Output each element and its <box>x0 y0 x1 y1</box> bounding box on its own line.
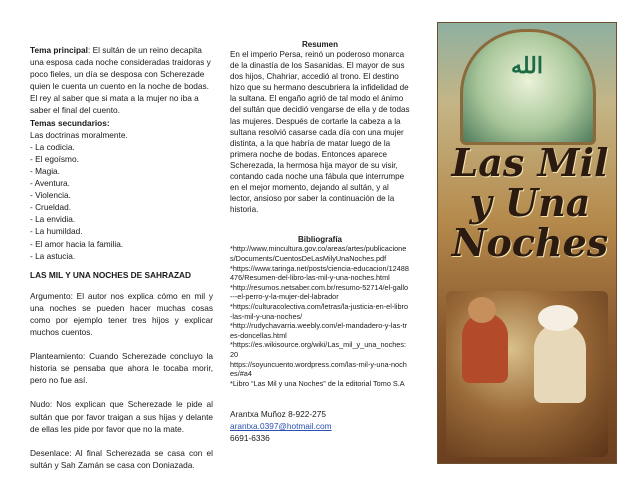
desenlace-paragraph: Desenlace: Al final Scherezada se casa con el sultán y Sah Zamán se casa con Doniazada. <box>30 447 213 470</box>
temas-list <box>30 129 213 262</box>
bibliografia-entry[interactable]: *http://rudychavarria.weebly.com/el-mandadero-y-las-tres-doncellas.html <box>230 321 408 340</box>
cover-title-line: Las Mil <box>451 140 609 185</box>
tema-item: - La codicia. <box>30 141 75 152</box>
tema-item: - La humildad. <box>30 226 83 237</box>
bibliografia-entry[interactable]: *http://resumos.netsaber.com.br/resumo-52714/el-gallo---el-perro-y-la-mujer-del-labrador <box>230 282 409 302</box>
arch-window <box>460 29 596 145</box>
tema-item: Las doctrinas moralmente. <box>30 129 128 140</box>
bibliografia-entry[interactable]: *https://www.taringa.net/posts/ciencia-educacion/12488476/Resumen-del-libro-las-mil-y-una-noches.html <box>230 263 409 283</box>
tema-principal-label: Tema principal <box>30 45 88 55</box>
tema-item: - Magia. <box>30 165 60 176</box>
tema-item: - Violencia. <box>30 190 71 201</box>
bibliografia-list <box>230 244 410 388</box>
resumen-title: Resumen <box>301 40 338 49</box>
bibliografia-entry[interactable]: *Libro “Las Mil y una Noches” de la editorial Tomo S.A <box>230 378 405 388</box>
middle-column <box>230 40 410 493</box>
cover-panel <box>437 22 615 462</box>
tema-item: - La envidia. <box>30 214 76 225</box>
bibliografia-entry[interactable]: *https://culturacolectiva.com/letras/la-justicia-en-el-libro-las-mil-y-una-noches/ <box>230 301 409 321</box>
tema-item: - El amor hacia la familia. <box>30 238 124 249</box>
figure-woman <box>462 313 508 383</box>
tema-item: - Aventura. <box>30 178 70 189</box>
tema-item: - Crueldad. <box>30 202 72 213</box>
nudo-paragraph: Nudo: Nos explican que Scherezade le pide al sultán que por favor traigan a sus hijas y delante de ellas les pide por favor que no la mate. <box>30 399 213 434</box>
author-name: Arantxa Muñoz 8-922-275 <box>230 409 326 419</box>
cover-title <box>450 140 610 265</box>
tema-principal <box>30 44 213 117</box>
tema-item: - El egoísmo. <box>30 153 79 164</box>
bibliografia-entry[interactable]: *http://www.mincultura.gov.co/areas/artes/publicaciones/Documents/CuentosDeLasMilyUnaNoches.pdf <box>230 244 407 263</box>
resumen-paragraph: En el imperio Persa, reinó un poderoso monarca de la dinastía de los Sasanidas. El mayor de sus dos hijos, Chahriar, accedió al trono. El destino hizo que su hermano descubriera la infidelidad de la sultana. El engaño agrió de tal modo el ánimo del sultán que decidió vengarse de ella y de todas las mujeres. Después de cortarle la cabeza a la sultana resolvió casarse cada día con una mujer distinta, a la que habría de matar luego de la primera noche de bodas. Entonces aparece Scherezada, la hermosa hija mayor de su visir, contando cada noche una fábula que interrumpe en el mejor momento, dejando al sultán, y al lector, ansioso por saber la continuación de la historia. <box>230 50 410 215</box>
section-title: LAS MIL Y UNA NOCHES DE SAHRAZAD <box>30 269 192 280</box>
figure-sultan <box>534 323 586 403</box>
left-column <box>30 44 213 493</box>
temas-secundarios-label: Temas secundarios: <box>30 117 110 128</box>
author-block <box>230 408 410 444</box>
author-email-link[interactable]: arantxa.0397@hotmail.com <box>230 421 332 432</box>
bibliografia-entry[interactable]: *https://es.wikisource.org/wiki/Las_mil_y_una_noches:20 <box>230 340 407 359</box>
author-phone: 6691-6336 <box>230 433 270 444</box>
cover-illustration <box>437 22 617 464</box>
cover-title-line: y Una <box>469 180 591 225</box>
argumento-paragraph: Argumento: El autor nos explica cómo en mil y una noches se pueden hacer muchas cosas como por ejemplo tener tres hijos y explicar muchos cuentos. <box>30 290 213 338</box>
tema-item: - La astucia. <box>30 250 76 261</box>
tema-principal-text: : El sultán de un reino decapita una esposa cada noche consideradas traidoras y poco fieles, un día se desposa con Scherezade quien le cuenta un cuento en la noche de bodas. El rey al saber que si mata a la mujer no iba a saber el final del cuento. <box>30 45 211 116</box>
figure-woman-head <box>468 297 496 323</box>
bibliografia-title: Bibliografía <box>297 235 342 245</box>
planteamiento-paragraph: Planteamiento: Cuando Scherezade concluyo la historia se pensaba que ahora le tocaba morir, pero no fue así. <box>30 351 213 386</box>
sultan-turban <box>538 305 578 331</box>
cover-title-line: Noches <box>451 220 609 265</box>
calligraphy-text: الله <box>511 53 543 79</box>
bibliografia-entry[interactable]: https://soyuncuento.wordpress.com/las-mil-y-una-noches/#a4 <box>230 359 407 379</box>
